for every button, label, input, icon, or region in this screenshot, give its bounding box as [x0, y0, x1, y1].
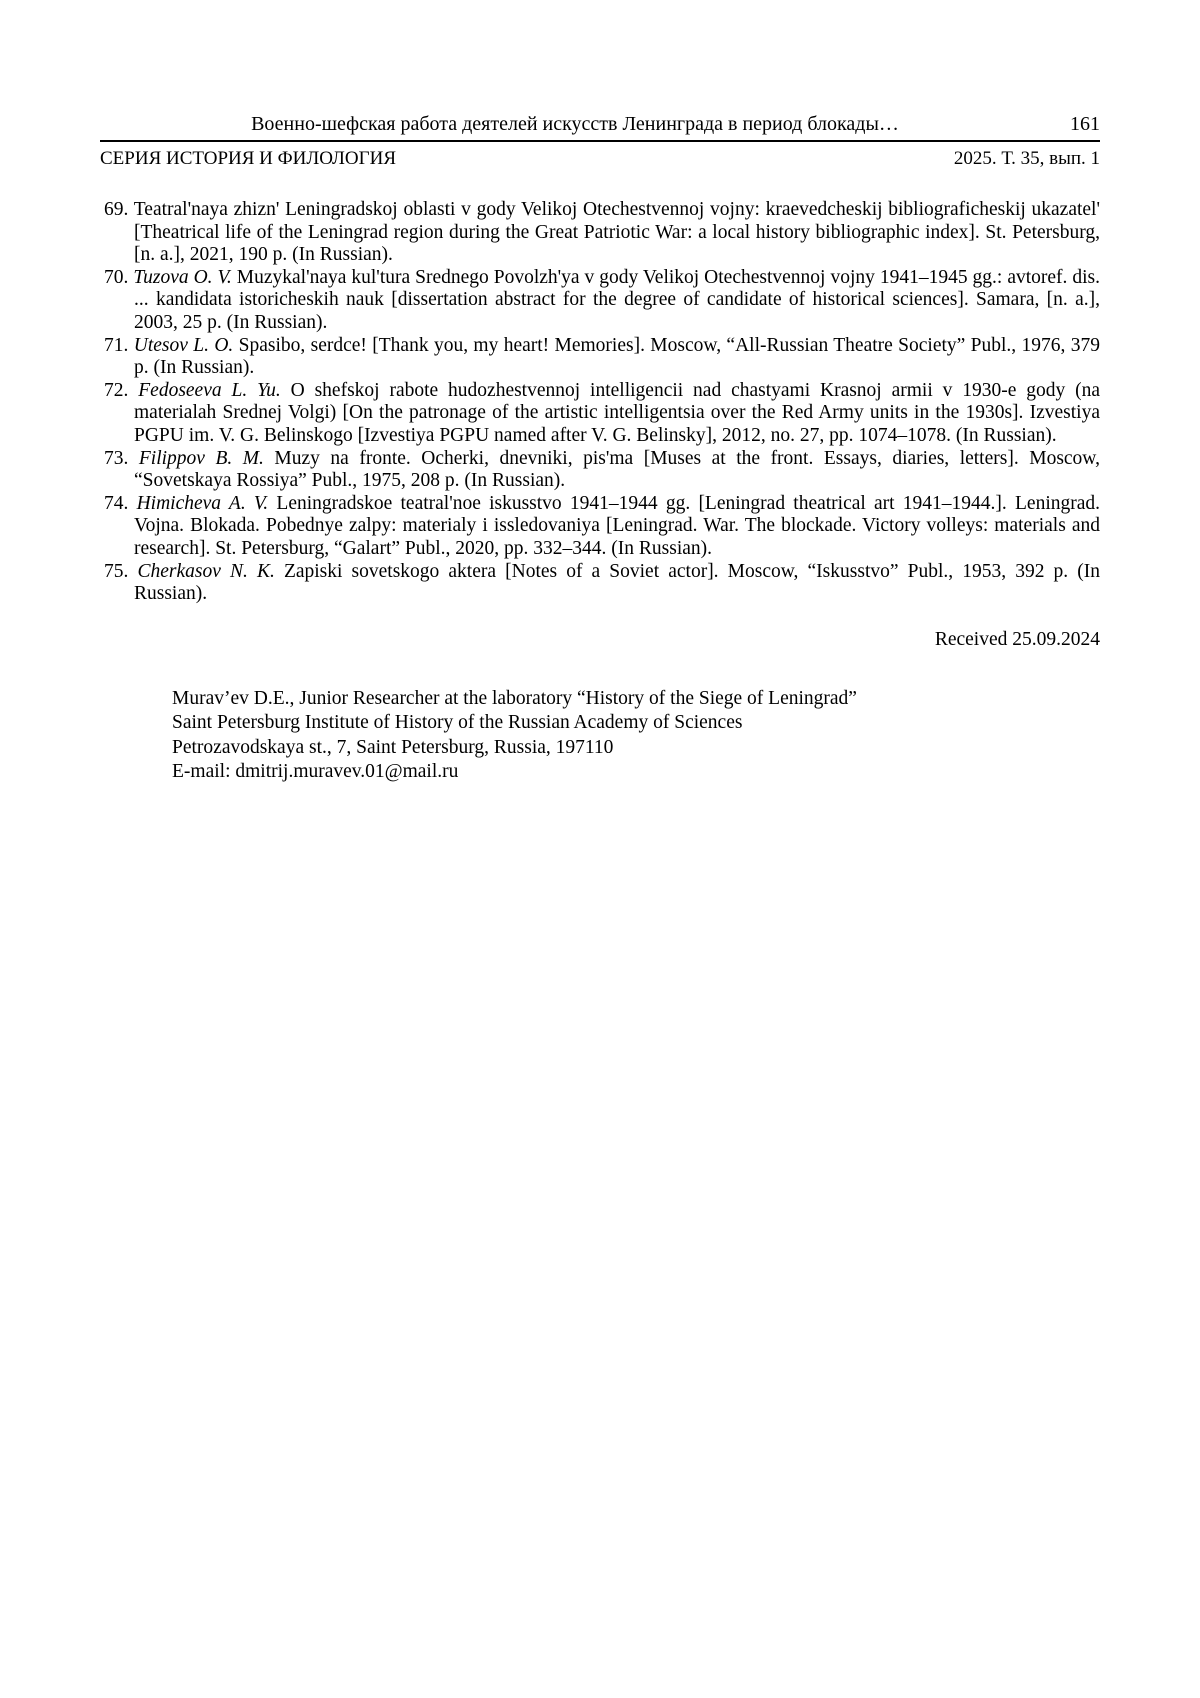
reference-author: Tuzova O. V. — [133, 266, 232, 288]
reference-author: Cherkasov N. K. — [137, 560, 275, 582]
reference-author: Fedoseeva L. Yu. — [138, 379, 281, 401]
reference-author: Utesov L. O. — [133, 334, 234, 356]
reference-entry-75 — [104, 561, 1100, 606]
series-title: СЕРИЯ ИСТОРИЯ И ФИЛОЛОГИЯ — [100, 148, 397, 169]
series-row — [100, 147, 1100, 170]
reference-entry-72 — [104, 380, 1100, 448]
running-title: Военно-шефская работа деятелей искусств Ленинграда в период блокады… — [251, 113, 899, 135]
reference-text: Muzy na fronte. Ocherki, dnevniki, pis'ma [Muses at the front. Essays, diaries, letters]. Moscow, “Sovetskaya Rossiya” Publ., 1975, 208 p. (In Russian). — [134, 447, 1100, 492]
reference-author: Filippov B. M. — [138, 447, 264, 469]
reference-number: 74. — [104, 492, 129, 514]
author-email: E-mail: dmitrij.muravev.01@mail.ru — [172, 761, 459, 783]
reference-text: Teatral'naya zhizn' Leningradskoj oblasti v gody Velikoj Otechestvennoj vojny: kraevedcheskij bibliograficheskij ukazatel' [Theatrical life of the Leningrad region during the Great Patriotic War: a local history bibliographic index]. St. Petersburg, [n. a.], 2021, 190 p. (In Russian). — [133, 199, 1100, 266]
page-header — [100, 112, 1100, 170]
reference-text: Leningradskoe teatral'noe iskusstvo 1941–1944 gg. [Leningrad theatrical art 1941–1944.]. Leningrad. Vojna. Blokada. Pobednye zalpy: materialy i issledovaniya [Leningrad. War. The blockade. Victory volleys: materials and research]. St. Petersburg, “Galart” Publ., 2020, pp. 332–344. (In Russian). — [134, 492, 1101, 559]
running-head-row — [100, 112, 1100, 142]
reference-number: 73. — [104, 447, 129, 469]
reference-number: 70. — [104, 266, 129, 288]
author-name-affiliation: Murav’ev D.E., Junior Researcher at the laboratory “History of the Siege of Leningrad” — [172, 687, 857, 709]
volume-issue: 2025. Т. 35, вып. 1 — [953, 148, 1100, 169]
references-list — [104, 199, 1100, 606]
author-address: Petrozavodskaya st., 7, Saint Petersburg, Russia, 197110 — [172, 736, 614, 758]
reference-entry-69 — [104, 199, 1100, 267]
reference-number: 69. — [104, 199, 129, 220]
received-date: Received 25.09.2024 — [934, 628, 1100, 650]
author-info — [172, 687, 1100, 785]
author-institution: Saint Petersburg Institute of History of the Russian Academy of Sciences — [172, 712, 743, 734]
reference-text: Zapiski sovetskogo aktera [Notes of a Soviet actor]. Moscow, “Iskusstvo” Publ., 1953, 392 p. (In Russian). — [134, 560, 1101, 605]
reference-entry-71 — [104, 335, 1100, 380]
reference-text: Muzykal'naya kul'tura Srednego Povolzh'ya v gody Velikoj Otechestvennoj vojny 1941–1945 gg.: avtoref. dis. ... kandidata istoricheskih nauk [dissertation abstract for the degree of candidate of historical sciences]. Samara, [n. a.], 2003, 25 p. (In Russian). — [134, 266, 1101, 333]
reference-entry-74 — [104, 493, 1100, 561]
reference-number: 75. — [104, 560, 129, 582]
reference-author: Himicheva A. V. — [136, 492, 269, 514]
page-number: 161 — [1070, 113, 1100, 135]
reference-text: O shefskoj rabote hudozhestvennoj intelligencii nad chastyami Krasnoj armii v 1930-e gody (na materialah Srednej Volgi) [On the patronage of the artistic intelligentsia over the Red Army units in the 1930s]. Izvestiya PGPU im. V. G. Belinskogo [Izvestiya PGPU named after V. G. Belinsky], 2012, no. 27, pp. 1074–1078. (In Russian). — [134, 379, 1101, 446]
reference-entry-73 — [104, 448, 1100, 493]
reference-number: 71. — [104, 334, 129, 356]
reference-entry-70 — [104, 267, 1100, 335]
reference-number: 72. — [104, 379, 129, 401]
reference-text: Spasibo, serdce! [Thank you, my heart! Memories]. Moscow, “All-Russian Theatre Society” Publ., 1976, 379 p. (In Russian). — [134, 334, 1101, 379]
